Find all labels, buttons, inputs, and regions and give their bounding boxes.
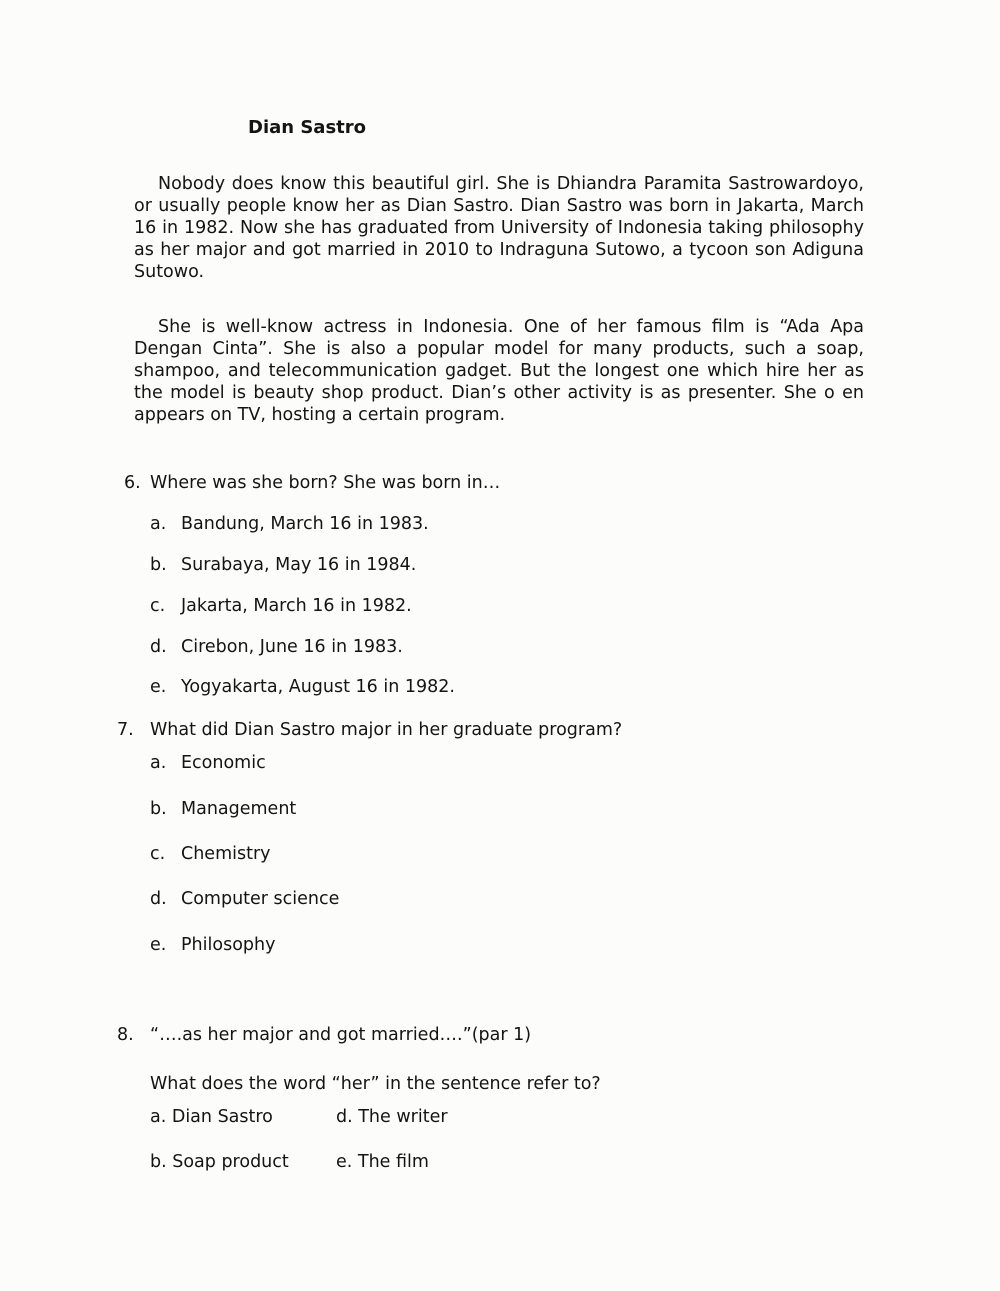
option-letter: d. <box>150 637 167 657</box>
option-letter: d. <box>150 889 167 909</box>
option-letter: b. <box>150 799 167 819</box>
passage-title: Dian Sastro <box>248 117 367 138</box>
option-text: Economic <box>181 753 266 773</box>
question-number: 7. <box>117 720 134 740</box>
option-text: Philosophy <box>181 935 276 955</box>
option-8a[interactable]: a. Dian Sastro <box>150 1107 273 1127</box>
option-text: Management <box>181 799 297 819</box>
option-8b[interactable]: b. Soap product <box>150 1152 289 1172</box>
question-text: What does the word “her” in the sentence refer to? <box>150 1074 601 1094</box>
paragraph-1: Nobody does know this beautiful girl. She is Dhiandra Paramita Sastrowardoyo, or usually people know her as Dian Sastro. Dian Sastro was born in Jakarta, March 16 in 1982. Now she has graduated from University of Indonesia taking philosophy as her major and got married in 2010 to Indraguna Sutowo, a tycoon son Adiguna Sutowo. <box>134 174 864 282</box>
option-letter: a. <box>150 514 167 534</box>
question-text: What did Dian Sastro major in her graduate program? <box>150 720 623 740</box>
option-text: Computer science <box>181 889 340 909</box>
question-number: 8. <box>117 1025 134 1045</box>
paragraph-2: She is well-know actress in Indonesia. One of her famous film is “Ada Apa Dengan Cinta”. She is also a popular model for many products, such a soap, shampoo, and telecommunication gadget. But the longest one which hire her as the model is beauty shop product. Dian’s other activity is as presenter. She o en appears on TV, hosting a certain program. <box>134 317 864 425</box>
option-letter: b. <box>150 555 167 575</box>
option-8e[interactable]: e. The film <box>336 1152 429 1172</box>
option-letter: c. <box>150 844 166 864</box>
question-quote: “….as her major and got married….”(par 1) <box>150 1025 532 1045</box>
option-8d[interactable]: d. The writer <box>336 1107 448 1127</box>
option-text: Surabaya, May 16 in 1984. <box>181 555 417 575</box>
option-letter: e. <box>150 935 167 955</box>
option-letter: c. <box>150 596 166 616</box>
question-number: 6. <box>124 473 141 493</box>
option-text: Chemistry <box>181 844 271 864</box>
option-text: Jakarta, March 16 in 1982. <box>181 596 412 616</box>
option-text: Bandung, March 16 in 1983. <box>181 514 429 534</box>
question-text: Where was she born? She was born in… <box>150 473 501 493</box>
option-letter: a. <box>150 753 167 773</box>
option-letter: e. <box>150 677 167 697</box>
option-text: Yogyakarta, August 16 in 1982. <box>181 677 455 697</box>
option-text: Cirebon, June 16 in 1983. <box>181 637 403 657</box>
